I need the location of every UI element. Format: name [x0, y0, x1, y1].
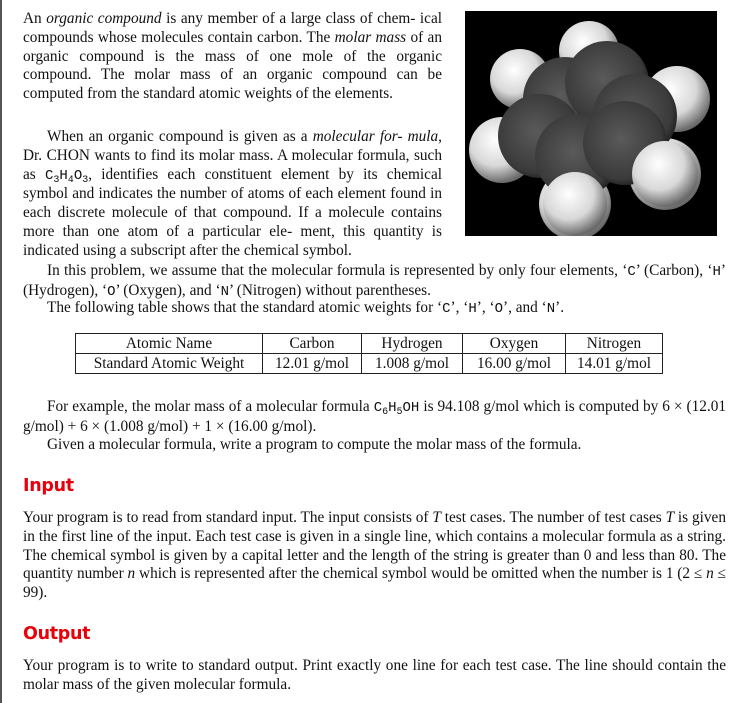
table-cell: Nitrogen: [566, 334, 663, 354]
term-organic-compound: organic compound: [46, 10, 162, 27]
table-cell: Carbon: [263, 334, 362, 354]
formula-c3h4o3: $C_3H_4O_3$: [44, 167, 89, 186]
table-cell: Standard Atomic Weight: [76, 354, 263, 374]
atomic-weights-table: [75, 333, 663, 374]
term-molecular-formula: molecular for- mula: [312, 128, 439, 145]
task-paragraph: Given a molecular formula, write a program to compute the molar mass of the formula.: [47, 436, 582, 453]
table-cell: Atomic Name: [76, 334, 263, 354]
input-description: Your program is to read from standard input. The input consists of T test cases. The number of test cases T is given in the first line of the input. Each test case is given in a single line, which contains a molecular formula as a string. The chemical symbol is given by a capital letter and the length of the string is greater than 0 and less than 80. The quantity number n which is represented after the chemical symbol would be omitted when the number is 1 (2 ≤ n ≤ 99).: [23, 509, 726, 602]
benzene-molecule-image: [465, 11, 717, 236]
term-molar-mass: molar mass: [334, 28, 407, 46]
page-left-border: [0, 0, 2, 703]
table-row: [76, 354, 663, 374]
elements-paragraph: In this problem, we assume that the molecular formula is represented by only four elements, ‘C’ (Carbon), ‘H’ (Hydrogen), ‘O’ (Oxygen), and ‘N’ (Nitrogen) without parentheses.: [23, 262, 727, 300]
input-heading: Input: [23, 476, 74, 496]
example-paragraph: For example, the molar mass of a molecular formula $C_6H_5OH$ is 94.108 g/mol which is computed by 6 × (12.01 g/mol) + 6 × (1.008 g/mol) + 1 × (16.00 g/mol).: [23, 398, 726, 435]
table-header-row: [76, 334, 663, 354]
benzene-space-filling-model: [465, 11, 717, 236]
output-description: Your program is to write to standard output. Print exactly one line for each test case. The line should contain the molar mass of the given molecular formula.: [23, 657, 726, 693]
table-cell: 12.01 g/mol: [263, 354, 362, 374]
output-heading: Output: [23, 624, 91, 644]
table-cell: 16.00 g/mol: [463, 354, 566, 374]
table-cell: Oxygen: [463, 334, 566, 354]
table-cell: Hydrogen: [362, 334, 463, 354]
table-cell: 1.008 g/mol: [362, 354, 463, 374]
formula-c6h5oh: $C_6H_5OH$: [373, 400, 420, 418]
intro-paragraph-2: When an organic compound is given as a molecular for- mula, Dr. CHON wants to find its molar mass. A molecular formula, such as $C_3H_4O_3$, identifies each constituent element by its chemical symbol and indicates the number of atoms of each element found in each discrete molecule of that compound. If a molecule contains more than one atom of a particular ele- ment, this quantity is indicated using a subscript after the chemical symbol.: [23, 128, 442, 259]
table-intro-paragraph: The following table shows that the standard atomic weights for ‘C’, ‘H’, ‘O’, and ‘N’.: [47, 299, 565, 317]
intro-paragraph-1: An organic compound is any member of a large class of chem- ical compounds whose molecules contain carbon. The molar mass of an organic compound is the mass of one mole of the organic compound. The molar mass of an organic compound can be computed from the standard atomic weights of the elements.: [23, 10, 442, 103]
table-cell: 14.01 g/mol: [566, 354, 663, 374]
